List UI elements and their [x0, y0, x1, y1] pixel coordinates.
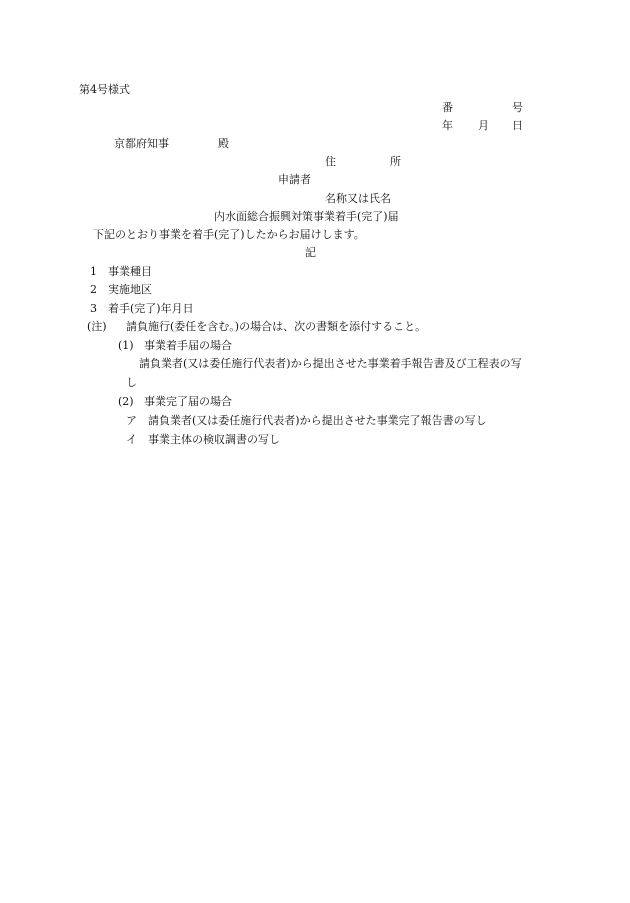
- note-sub1-body-line2: し: [126, 376, 137, 389]
- ref-number-label-go: 号: [512, 101, 523, 114]
- addressee: 京都府知事: [114, 137, 169, 150]
- note-text: 請負施行(委任を含む。)の場合は、次の書類を添付すること。: [126, 320, 427, 333]
- note-sub1-body-line1: 請負業者(又は委任施行代表者)から提出させた事業着手報告書及び工程表の写: [139, 357, 522, 370]
- note-sub2-a-marker: ア: [126, 414, 137, 427]
- item-number-1: 1: [90, 265, 97, 278]
- item-number-2: 2: [90, 283, 97, 296]
- note-sub2-b-text: 事業主体の検収調書の写し: [148, 433, 280, 446]
- item-label-3: 着手(完了)年月日: [108, 302, 194, 315]
- form-number: 第4号様式: [79, 83, 130, 96]
- intro-sentence: 下記のとおり事業を着手(完了)したからお届けします。: [93, 228, 365, 241]
- note-sub2-a-text: 請負業者(又は委任施行代表者)から提出させた事業完了報告書の写し: [148, 414, 487, 427]
- item-label-1: 事業種目: [108, 265, 152, 278]
- address-label-ju: 住: [325, 155, 336, 168]
- note-sub1-number: (1): [118, 339, 134, 352]
- date-day-label: 日: [512, 119, 523, 132]
- document-title: 内水面総合振興対策事業着手(完了)届: [214, 210, 399, 223]
- note-sub1-title: 事業着手届の場合: [144, 339, 232, 352]
- address-label-sho: 所: [390, 155, 401, 168]
- date-year-label: 年: [442, 119, 453, 132]
- name-label: 名称又は氏名: [325, 192, 391, 205]
- date-month-label: 月: [478, 119, 489, 132]
- honorific: 殿: [218, 137, 229, 150]
- note-marker: (注): [87, 320, 107, 333]
- ref-number-label-ban: 番: [442, 101, 453, 114]
- note-sub2-title: 事業完了届の場合: [144, 395, 232, 408]
- item-number-3: 3: [90, 302, 97, 315]
- applicant-label: 申請者: [278, 173, 311, 186]
- note-sub2-number: (2): [118, 395, 134, 408]
- item-label-2: 実施地区: [108, 283, 152, 296]
- note-sub2-b-marker: イ: [126, 433, 137, 446]
- ki-heading: 記: [305, 246, 316, 259]
